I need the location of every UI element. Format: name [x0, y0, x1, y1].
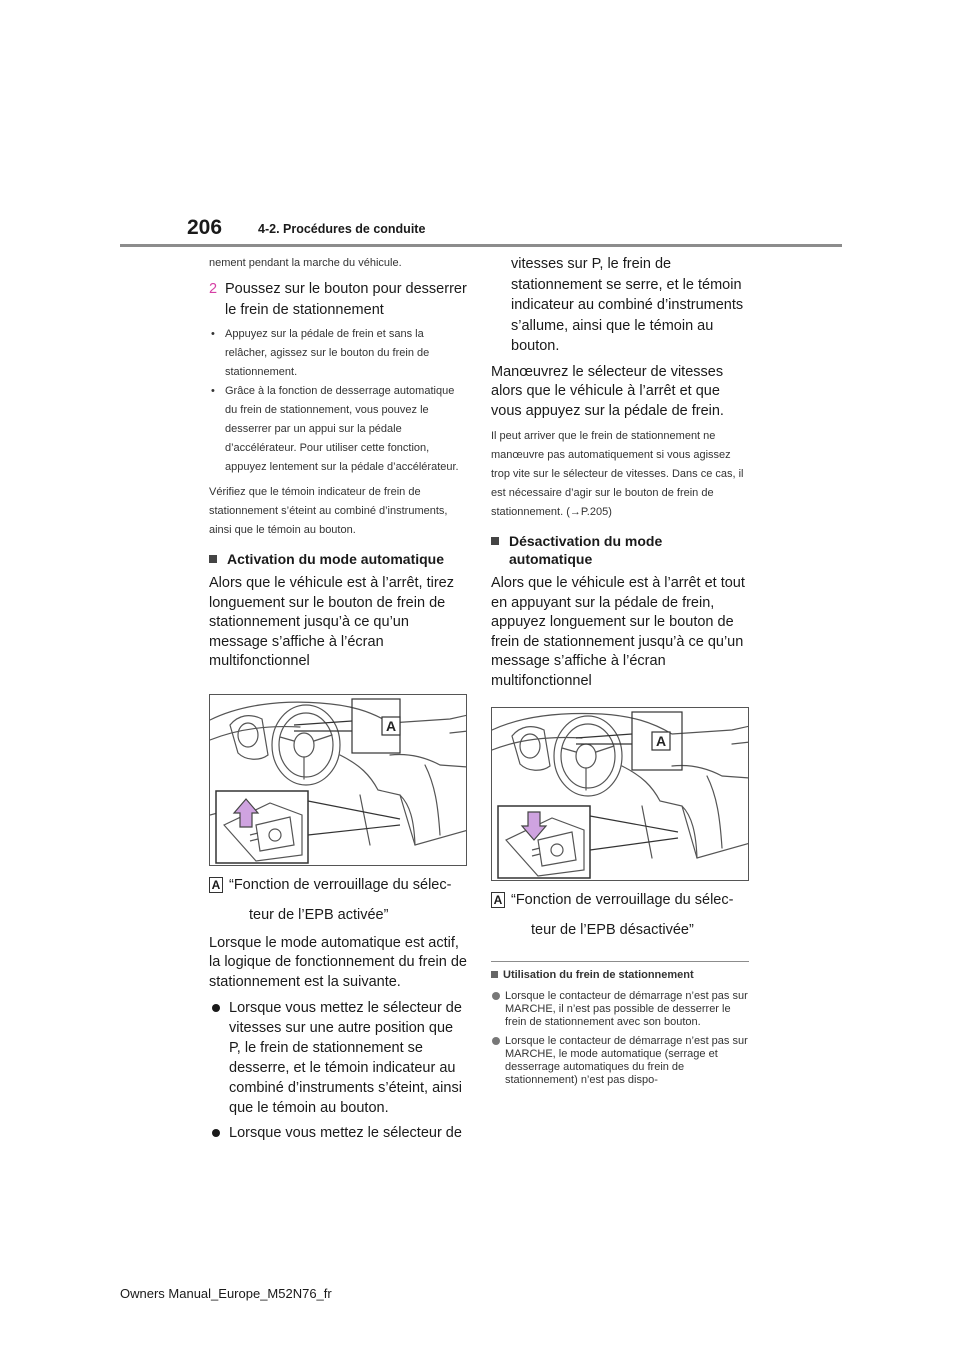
- figure-deactivation: [491, 707, 749, 881]
- dot-list: [209, 998, 467, 1143]
- list-item: Lorsque vous mettez le sélecteur de: [209, 1123, 467, 1143]
- list-item: Lorsque le contacteur de démarrage n’est pas sur MARCHE, le mode automatique (serrage et desserrage automatiques du frein de stationnement) n’est pas dispo-: [491, 1035, 749, 1087]
- caption-marker: A: [209, 877, 223, 893]
- left-column: [209, 254, 467, 1143]
- right-column: [491, 254, 749, 1087]
- figure-label: A: [655, 733, 667, 749]
- section-title: 4-2. Procédures de conduite: [258, 222, 426, 236]
- warning-text: Il peut arriver que le frein de stationnement ne manœuvre pas automatiquement si vous agissez trop vite sur le sélecteur de vitesses. Dans ce cas, il est nécessaire d’agir sur le bouton de frein de stationnement. (→P.205): [491, 430, 744, 518]
- caption-line: “Fonction de verrouillage du sélec-: [511, 892, 734, 908]
- caption-line: “Fonction de verrouillage du sélec-: [229, 876, 452, 893]
- caption-marker: A: [491, 892, 505, 908]
- note-title-text: Utilisation du frein de stationnement: [503, 969, 694, 981]
- verify-text: Vérifiez que le témoin indicateur de frein de stationnement s’éteint au combiné d’instruments, ainsi que le témoin au bouton.: [209, 486, 448, 536]
- figure-label: A: [385, 717, 397, 734]
- manoeuvre-text: Manœuvrez le sélecteur de vitesses alors que le véhicule à l’arrêt et que vous appuyez sur la pédale de frein.: [491, 363, 724, 419]
- note-list: [491, 990, 749, 1087]
- step-text: Poussez sur le bouton pour desserrer le frein de stationnement: [225, 281, 467, 318]
- subhead-activation: [209, 550, 467, 568]
- caption-line: teur de l’EPB désactivée”: [531, 922, 694, 938]
- auto-logic-text: Lorsque le mode automatique est actif, la logique de fonctionnement du frein de stationnement est la suivante.: [209, 934, 467, 990]
- note-divider: [491, 961, 749, 962]
- header-rule: [120, 244, 842, 247]
- subhead-text: Désactivation du mode automatique: [509, 533, 663, 567]
- step-number: 2: [209, 281, 218, 297]
- square-bullet-icon: [491, 537, 499, 545]
- step-2: [209, 279, 467, 321]
- bullet-list: [209, 325, 467, 477]
- list-item: • Appuyez sur la pédale de frein et sans la relâcher, agissez sur le bouton du frein de stationnement.: [209, 325, 467, 382]
- continuation-text: vitesses sur P, le frein de stationnement se serre, et le témoin indicateur au combiné d’instruments s’allume, ainsi que le témoin au bouton.: [511, 256, 744, 354]
- square-bullet-icon: [209, 555, 217, 563]
- subhead-deactivation: [491, 532, 749, 568]
- figure-activation: [209, 694, 467, 866]
- list-item: Lorsque vous mettez le sélecteur de vitesses sur une autre position que P, le frein de stationnement se desserre, et le témoin indicateur au combiné d’instruments s’éteint, ainsi que le témoin au bouton.: [209, 998, 467, 1118]
- note-title: [491, 966, 749, 984]
- caption-line: teur de l’EPB activée”: [249, 906, 389, 923]
- subhead-text: Activation du mode automatique: [227, 551, 445, 567]
- list-item: • Grâce à la fonction de desserrage automatique du frein de stationnement, vous pouvez le desserrer par un appui sur la pédale d’accélérateur. Pour utiliser cette fonction, appuyez lentement sur la pédale d’accélérateur.: [209, 382, 467, 477]
- caption-activation: [209, 870, 467, 930]
- caption-deactivation: [491, 885, 749, 945]
- activation-text: Alors que le véhicule est à l’arrêt, tirez longuement sur le bouton de frein de stationnement jusqu’à ce qu’un message s’affiche à l’écran multifonctionnel: [209, 575, 454, 669]
- deactivation-text: Alors que le véhicule est à l’arrêt et tout en appuyant sur la pédale de frein, appuyez longuement sur le bouton de frein de stationnement jusqu’à ce qu’un message s’affiche à l’écran multifonctionnel: [491, 575, 745, 689]
- square-bullet-icon: [491, 971, 498, 978]
- page-number: 206: [187, 216, 223, 239]
- dashboard-illustration-icon: [210, 695, 467, 866]
- dashboard-illustration-icon: [492, 708, 749, 881]
- footer-text: Owners Manual_Europe_M52N76_fr: [120, 1286, 332, 1301]
- intro-text: nement pendant la marche du véhicule.: [209, 257, 402, 269]
- list-item: Lorsque le contacteur de démarrage n’est pas sur MARCHE, il n’est pas possible de desserrer le frein de stationnement avec son bouton.: [491, 990, 749, 1029]
